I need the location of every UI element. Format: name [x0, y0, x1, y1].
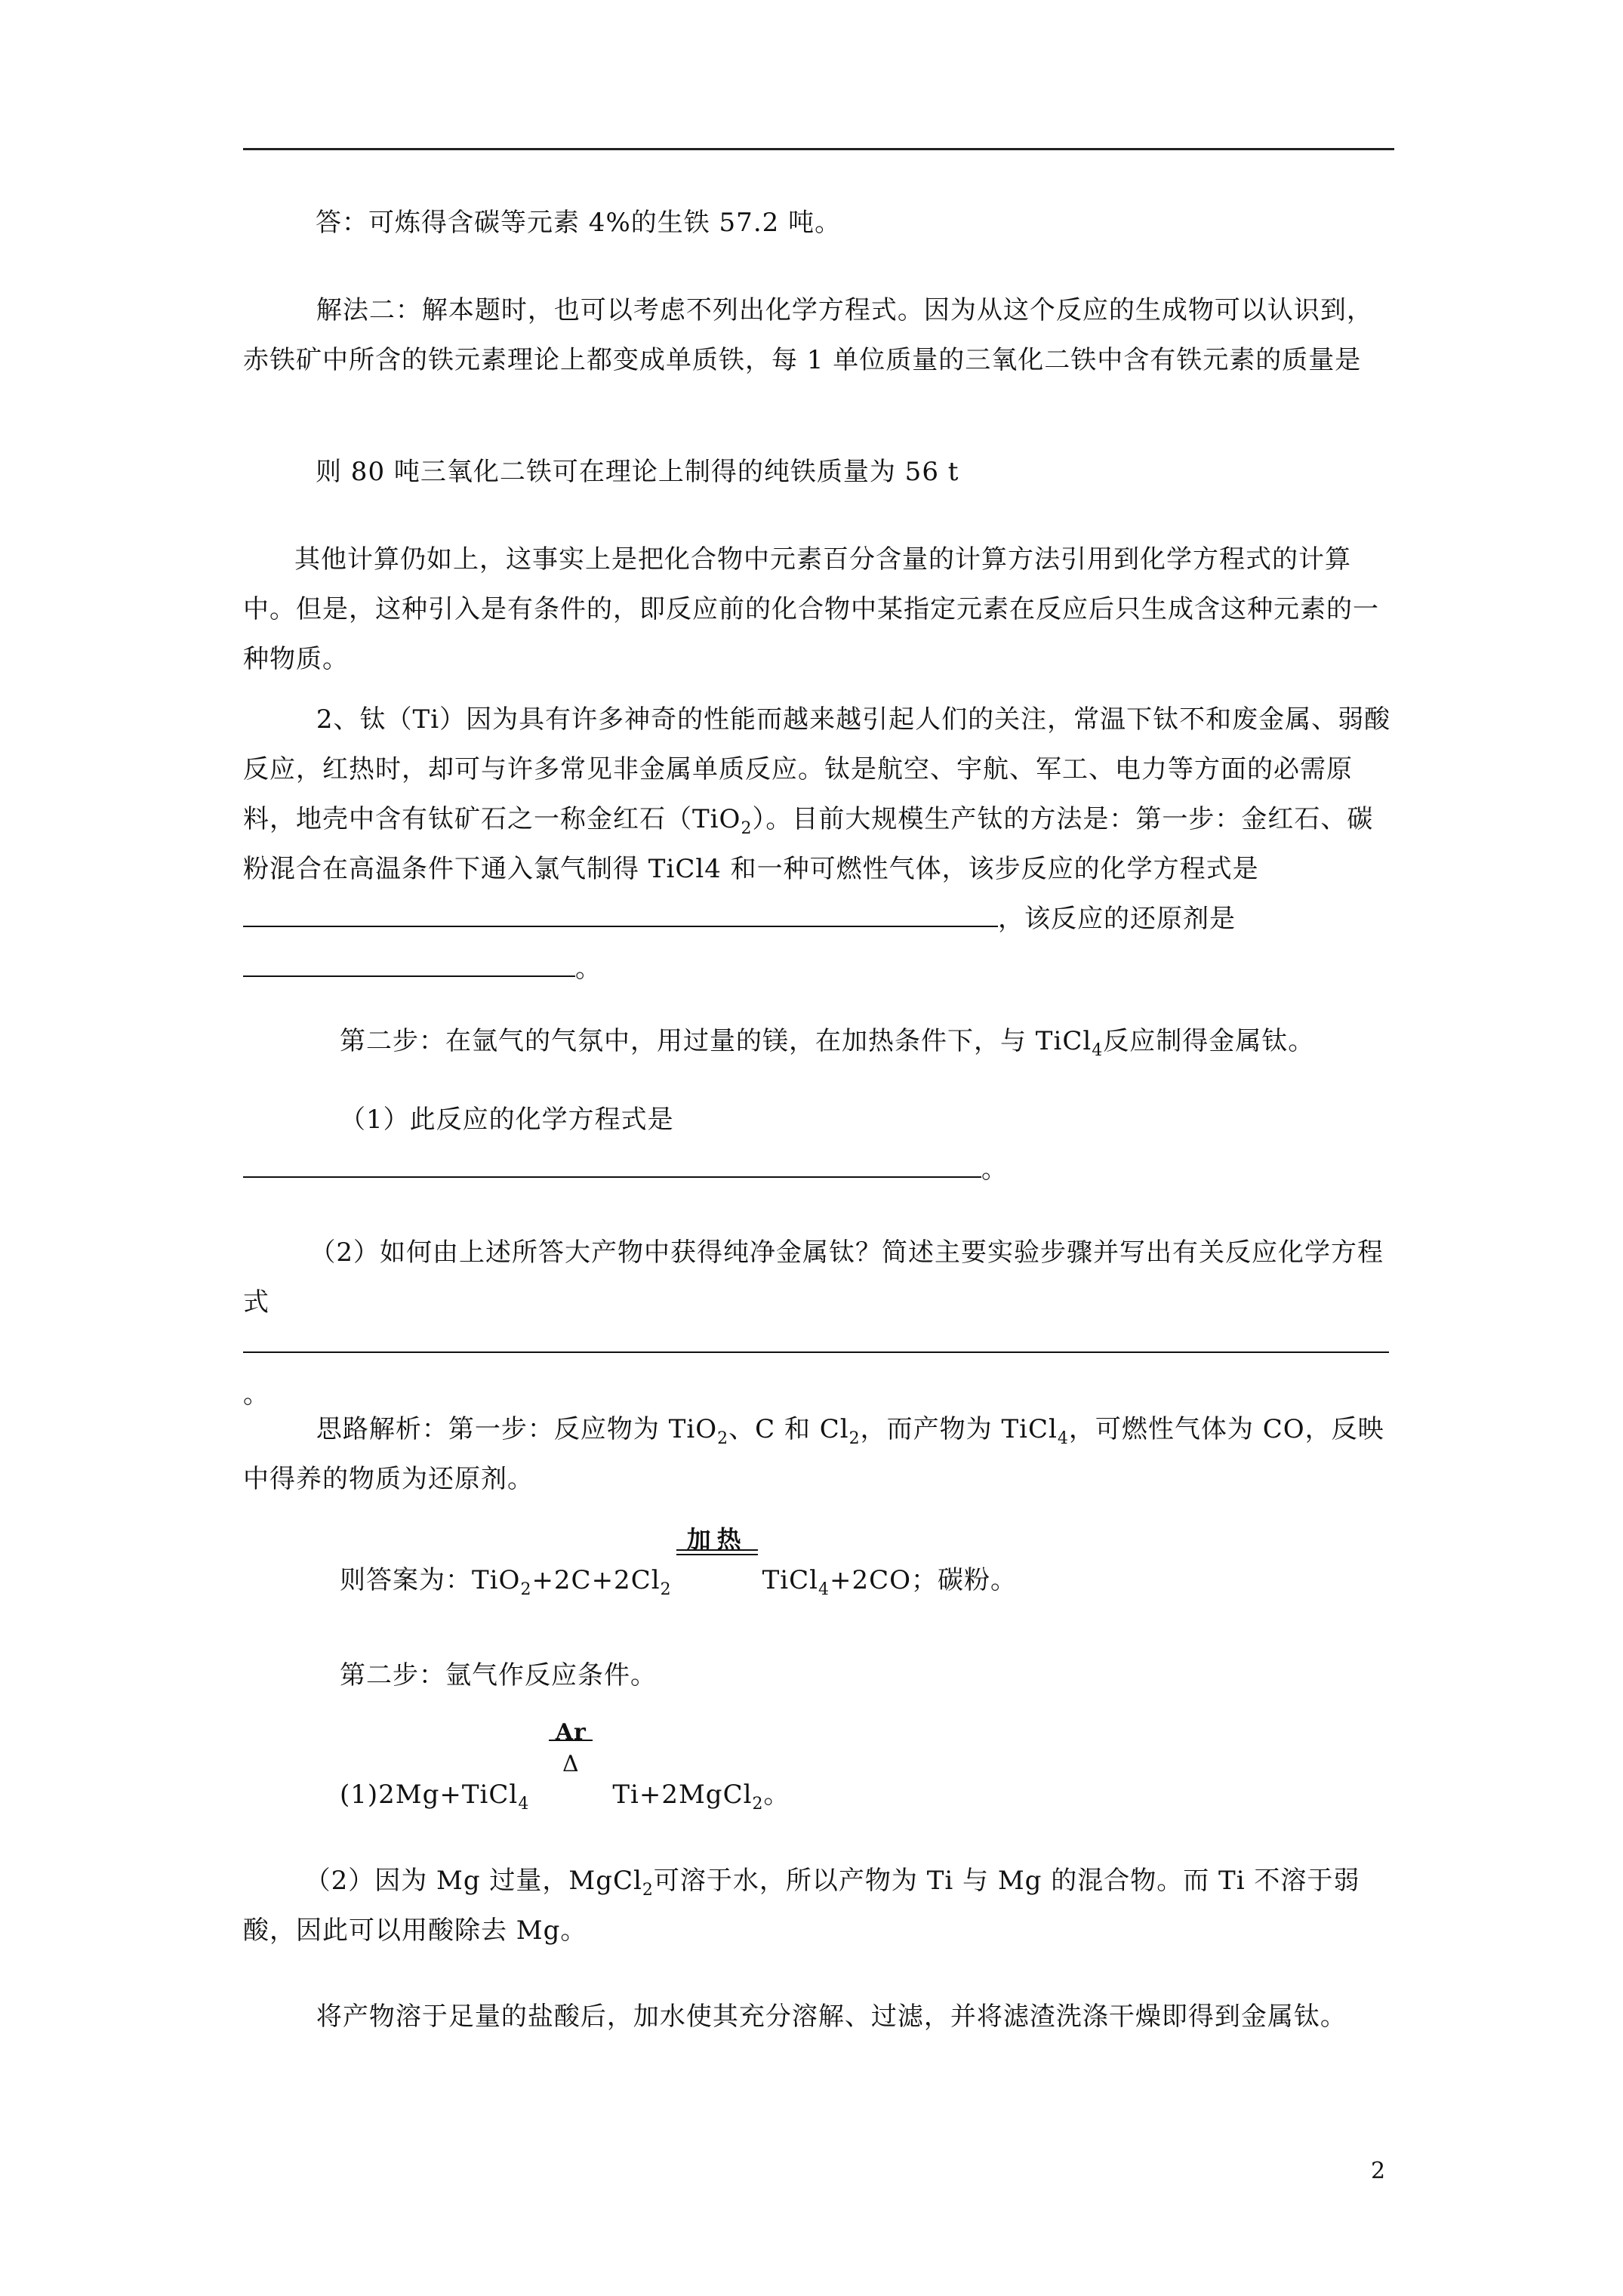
answer-blank-equation-2[interactable] [243, 1146, 981, 1178]
answer-blank-equation-1[interactable] [243, 895, 998, 927]
pure-iron-mass-line: 则 80 吨三氧化二铁可在理论上制得的纯铁质量为 56 t [316, 457, 959, 487]
heat-symbol: Δ [562, 1751, 580, 1777]
calculation-note-paragraph: 其他计算仍如上，这事实上是把化合物中元素百分含量的计算方法引用到化学方程式的计算中。但是，这种引入是有条件的，即反应前的化合物中某指定元素在反应后只生成含这种元素的一种物质。 [243, 544, 1379, 674]
subquestion-2-answer-line: 。 [243, 1320, 1406, 1419]
subquestion-2: （2）如何由上述所答大产物中获得纯净金属钛？简述主要实验步骤并写出有关反应化学方程式 [243, 1237, 1384, 1318]
page-number: 2 [1371, 2158, 1386, 2184]
subquestion-1-answer-line: 。 [243, 1145, 1394, 1194]
answer-blank-reducing-agent[interactable] [243, 945, 575, 977]
answer-line: 答：可炼得含碳等元素 4%的生铁 57.2 吨。 [316, 208, 842, 238]
heating-condition: 加热 [686, 1525, 747, 1554]
answer-equation-line: 则答案为：$TiO_2+2C+2Cl_2$ 加热 TiCl$_4$+2CO；碳粉。 [340, 1555, 1394, 1605]
heating-equals-sign [672, 1525, 762, 1589]
step-two-line: 第二步：在氩气的气氛中，用过量的镁，在加热条件下，与 TiCl$_4$反应制得金属钛。 [340, 1026, 1315, 1060]
magnesium-equation-line: (1)2Mg+TiCl$_4$ Ar Δ Ti+2MgCl$_2$。 [340, 1770, 1394, 1820]
subquestion-1: （1）此反应的化学方程式是 [340, 1105, 674, 1135]
method-two-paragraph: 解法二：解本题时，也可以考虑不列出化学方程式。因为从这个反应的生成物可以认识到，赤铁矿中所含的铁元素理论上都变成单质铁，每 1 单位质量的三氧化二铁中含有铁元素的质量是 [243, 295, 1373, 375]
header-rule [243, 148, 1394, 150]
analysis-part-2: （2）因为 Mg 过量，MgCl$_2$可溶于水，所以产物为 Ti 与 Mg 的混合物。而 Ti 不溶于弱酸，因此可以用酸除去 Mg。 [243, 1866, 1360, 1946]
question-2-paragraph: 2、钛（Ti）因为具有许多神奇的性能而越来越引起人们的关注，常温下钛不和废金属、弱酸反应，红热时，却可与许多常见非金属单质反应。钛是航空、宇航、军工、电力等方面的必需原料，地壳中含有钛矿石之一称金红石（TiO$_2$）。目前大规模生产钛的方法是：第一步：金红石、碳粉混合在高温条件下通入氯气制得 TiCl4 和一种可燃性气体，该步反应的化学方程式是，该反应的还原剂是。 [243, 704, 1391, 984]
argon-heat-condition [529, 1719, 612, 1803]
answer-blank-steps[interactable] [243, 1321, 1389, 1353]
step-two-analysis: 第二步：氩气作反应条件。 [340, 1660, 657, 1690]
final-answer-paragraph: 将产物溶于足量的盐酸后，加水使其充分溶解、过滤，并将滤渣洗涤干燥即得到金属钛。 [316, 2002, 1347, 2032]
argon-label: Ar [555, 1719, 587, 1746]
analysis-paragraph: 思路解析：第一步：反应物为 TiO$_2$、C 和 $Cl_2$，而产物为 TiCl$_4$，可燃性气体为 CO，反映中得养的物质为还原剂。 [243, 1414, 1384, 1494]
